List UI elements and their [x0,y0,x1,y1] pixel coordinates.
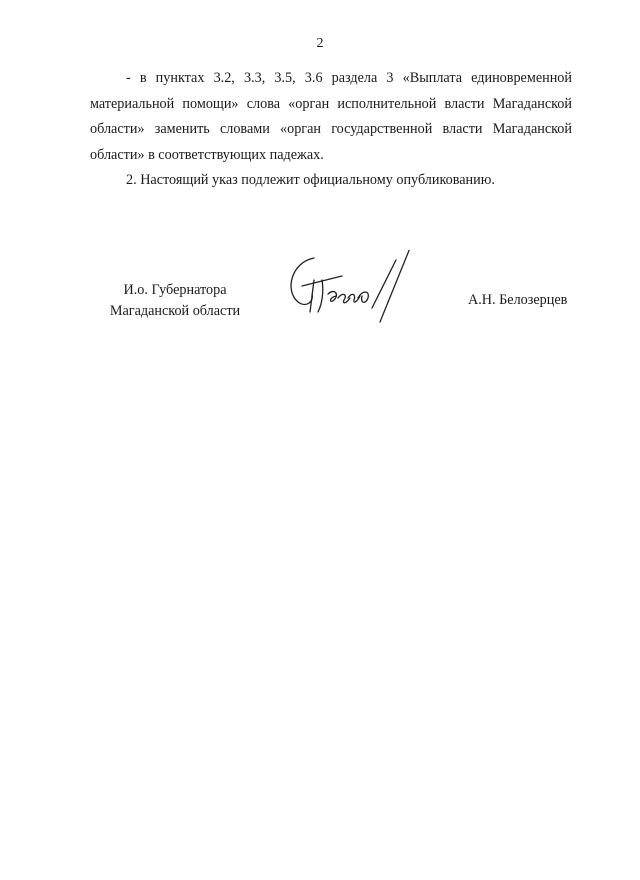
signer-title [90,280,260,322]
signer-name: А.Н. Белозерцев [468,292,568,308]
signature-block [0,280,640,340]
handwritten-signature-image [284,250,414,350]
page-number: 2 [316,36,324,51]
document-body [90,66,572,194]
signer-title-line-2: Магаданской области [109,303,241,319]
paragraph-publication: 2. Настоящий указ подлежит официальному опубликованию. [126,172,495,188]
signer-title-line-1: И.о. Губернатора [123,282,227,298]
paragraph-amendment: - в пунктах 3.2, 3.3, 3.5, 3.6 раздела 3 «Выплата единовременной материальной помощи» слова «орган исполнительной власти Магаданской области» заменить словами «орган государственной власти Магаданской области» в соответствующих падежах. [90,70,572,163]
